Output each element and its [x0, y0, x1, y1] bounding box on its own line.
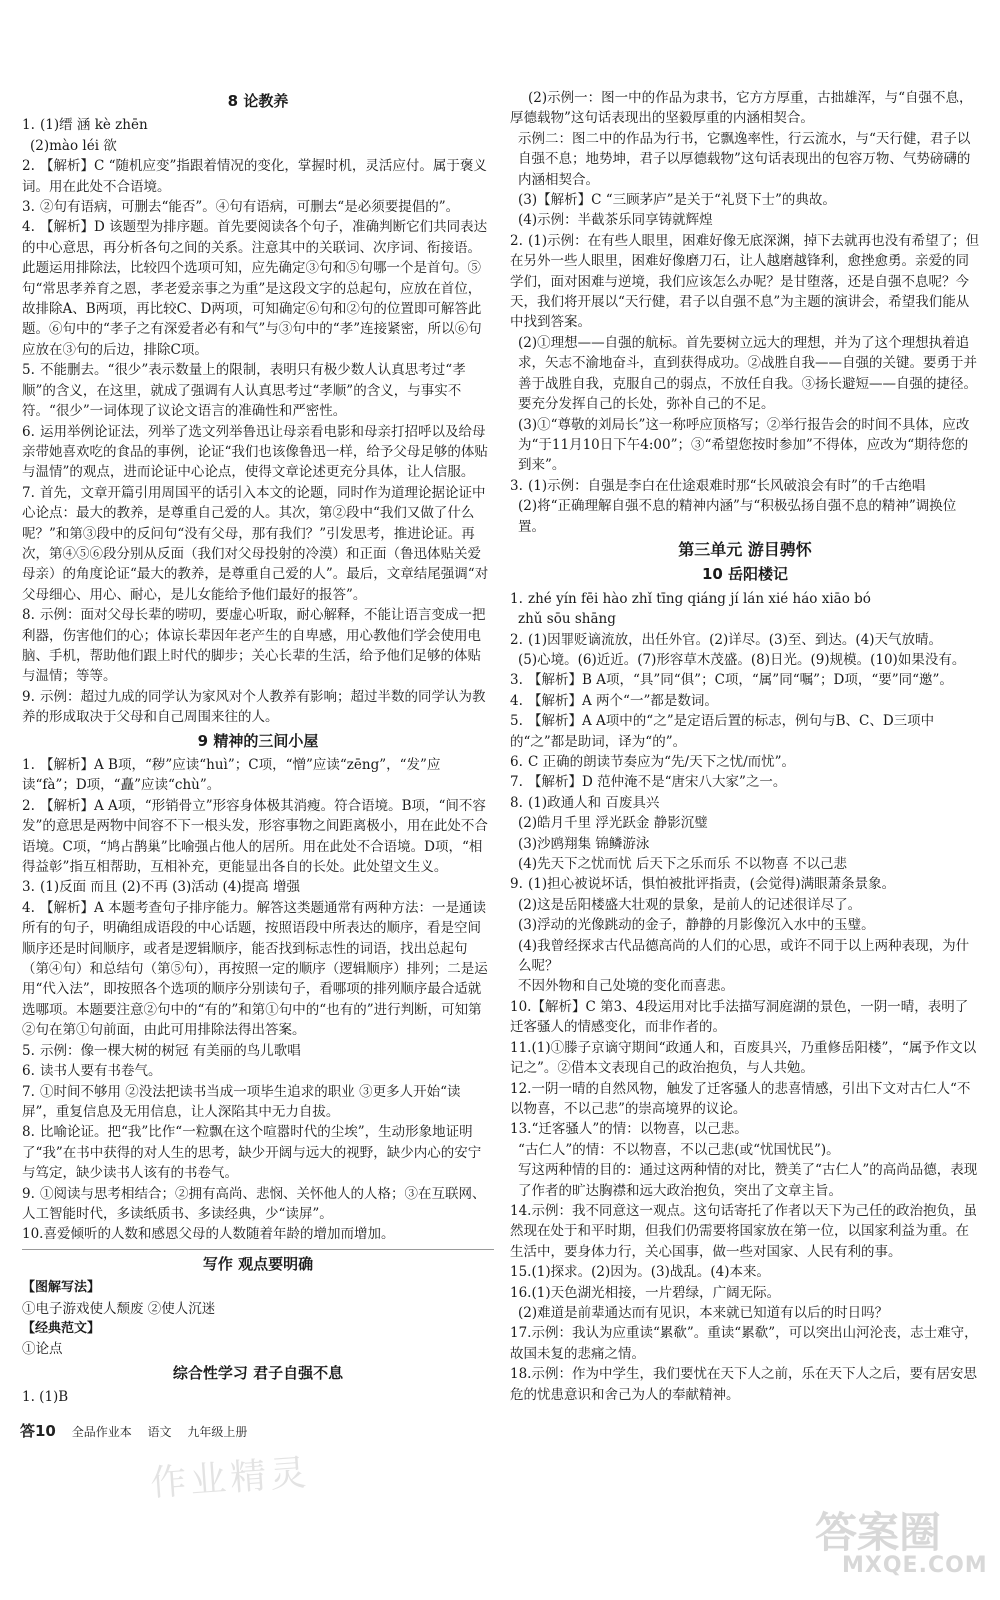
item-text: 示例：像一棵大树的树冠 有美丽的鸟儿歌唱 [40, 1042, 301, 1059]
writing-line: 【经典范文】 [22, 1320, 101, 1336]
item-text: 【解析】B A项，“具”同“俱”；C项，“属”同“嘱”；D项，“要”同“邀”。 [528, 672, 953, 689]
item-text: C 正确的朗读节奏应为“先/天下之忧/而忧”。 [528, 754, 796, 770]
item-number: 1. [22, 117, 35, 134]
book-name: 全品作业本 [71, 1425, 132, 1439]
item-text: (4)我曾经探求古代品德高尚的人们的心思，或许不同于以上两种表现，为什么呢？ [518, 937, 970, 975]
answer-item [22, 605, 494, 687]
item-number: 9. [510, 876, 523, 893]
page-number: 答10 [20, 1422, 56, 1440]
item-text: 【解析】A B项，“秽”应读“huì”；C项，“憎”应读“zēng”，“发”应读“fà”；D项，“矗”应读“chù”。 [22, 757, 441, 794]
item-number: 1. [510, 590, 523, 607]
item-text: ①阅读与思考相结合；②拥有高尚、悲悯、关怀他人的人格；③在互联网、人工智能时代，多读纸质书、多读经典，少“读屏”。 [22, 1185, 486, 1222]
item-number: 11. [510, 1039, 532, 1056]
answer-item [510, 88, 980, 231]
item-text: (1)担心被说坏话，惧怕被批评指责，(会觉得)满眼萧条景象。 [528, 876, 896, 893]
answer-item [22, 422, 494, 483]
item-text: 【解析】A 两个“一”都是数词。 [528, 692, 718, 709]
item-number: 2. [510, 232, 523, 249]
last-item: 1. (1)B [22, 1389, 69, 1406]
answer-item [510, 476, 980, 537]
answer-item [510, 1283, 980, 1324]
item-text: (3)①“尊敬的刘局长”这一称呼应顶格写；②举行报告会的时间不具体，应改为“于11月10日下午4:00”；③“希望您按时参加”不得体，应改为“期待您的到来”。 [518, 416, 970, 474]
item-text: (1)因罪贬谪流放，出任外官。(2)详尽。(3)至、到达。(4)天气放晴。 [528, 631, 942, 648]
item-text: 【解析】D 范仲淹不是“唐宋八大家”之一。 [528, 774, 787, 791]
answer-item [22, 877, 494, 897]
item-text: ②句有语病，可删去“能否”。④句有语病，可删去“是必须要提倡的”。 [40, 199, 460, 216]
item-number: 8. [22, 1124, 35, 1141]
answer-item [22, 687, 494, 728]
item-text: (5)心境。(6)近近。(7)形容草木茂盛。(8)日光。(9)规模。(10)如果没有。 [518, 651, 966, 668]
item-number: 3. [22, 879, 35, 896]
writing-line: ①论点 [22, 1341, 63, 1358]
answer-item [510, 231, 980, 476]
item-number: 14. [510, 1202, 532, 1219]
item-text: 示例：超过九成的同学认为家风对个人教养有影响；超过半数的同学认为教养的形成取决于父母和自己周围来往的人。 [22, 688, 486, 726]
item-text: (3)浮动的光像跳动的金子，静静的月影像沉入水中的玉璧。 [518, 917, 875, 934]
writing-section [22, 1278, 494, 1360]
divider [22, 1249, 494, 1250]
unit-title: 第三单元 游目骋怀 [678, 539, 812, 559]
item-number: 6. [22, 423, 35, 440]
left-column [22, 88, 494, 1408]
item-text: 示例：我不同意这一观点。这句话寄托了作者以天下为己任的政治抱负，虽然现在处于和平时期，但我们仍需要将国家放在第一位，以国家利益为重。在生活中，要身体力行，关心国事，做一些对国家、人民有利的事。 [510, 1202, 977, 1260]
item-text: 喜爱倾听的人数和感恩父母的人数随着年龄的增加而增加。 [43, 1226, 395, 1243]
item-number: 4. [22, 899, 35, 916]
answer-item [510, 997, 980, 1038]
item-text: 【解析】A A项，“形销骨立”形容身体极其消瘦。符合语境。B项，“间不容发”的意思是两物中间容不下一根头发，形容事物之间距离极小，用在此处不合语境。C项，“鸠占鹊巢”比喻强占他人的居所。用在此处不合语境。D项，“相得益彰”指互相帮助，互相补充，更能显出各自的长处。此处望文生义。 [22, 797, 488, 876]
item-number: 9. [22, 688, 35, 705]
item-number: 2. [510, 631, 523, 648]
item-text: (1)缙 涵 kè zhēn [40, 117, 148, 134]
item-number: 9. [22, 1185, 35, 1202]
writing-line: 【图解写法】 [22, 1280, 101, 1296]
item-number: 5. [22, 362, 35, 379]
item-number: 15. [510, 1264, 532, 1281]
item-text: 不能删去。“很少”表示数量上的限制，表明只有极少数人认真思考过“孝顺”的含义，在这里，就成了强调有人认真思考过“孝顺”的含义，与事实不符。“很少”一词体现了议论文语言的准确性和严密性。 [22, 362, 466, 420]
answer-item [510, 874, 980, 996]
answer-item [510, 1323, 980, 1364]
item-text: (2)示例一：图一中的作品为隶书，它方方厚重，古拙雄浑，与“自强不息，厚德载物”这句话表现出的坚毅厚重的内涵相契合。 [510, 90, 973, 127]
answer-item [510, 589, 980, 630]
answer-item [22, 360, 494, 421]
answer-item [510, 711, 980, 752]
item-number: 4. [510, 692, 523, 709]
item-number: 10. [22, 1226, 44, 1243]
item-number: 3. [510, 672, 523, 689]
answer-item [510, 1038, 980, 1079]
item-number: 2. [22, 797, 35, 814]
answer-item [510, 1119, 980, 1201]
answer-item [510, 630, 980, 671]
right-items-list-2 [510, 589, 980, 1405]
item-text: (2)皓月千里 浮光跃金 静影沉璧 [518, 815, 708, 832]
right-items-list [510, 88, 980, 537]
item-number: 1. [22, 757, 35, 773]
subject-name: 语文 [147, 1425, 172, 1439]
watermark-url: MXQE.COM [842, 1553, 988, 1578]
item-text: (3)沙鸥翔集 锦鳞游泳 [518, 835, 650, 852]
item-text: 示例：面对父母长辈的唠叨，要虚心听取，耐心解释，不能让语言变成一把利器，伤害他们的心；体谅长辈因年老产生的自卑感，用心教他们学会使用电脑、手机，帮助他们跟上时代的脚步；关心长辈的生活，给予他们足够的体贴与温情；等等。 [22, 607, 486, 685]
item-number: 18. [510, 1366, 532, 1383]
item-text: 【解析】A 本题考查句子排序能力。解答这类题通常有两种方法：一是通读所有的句子，明确组成语段的中心话题，按照语段中所表达的顺序，看是空间顺序还是时间顺序，或者是逻辑顺序，能否找到标志性的词语，找出总起句（第④句）和总结句（第⑤句），再按照一定的顺序（逻辑顺序）排列；二是运用“代入法”，即按照各个选项的顺序分别读句子，看哪项的排列顺序最合适就选哪项。本题要注意②句中的“有的”和第①句中的“也有的”进行判断，可知第②句在第①句前面，由此可用排除法得出答案。 [22, 899, 488, 1039]
right-column [510, 88, 980, 1405]
answer-item [22, 898, 494, 1041]
item-number: 6. [510, 754, 523, 770]
grade-name: 九年级上册 [187, 1425, 248, 1439]
comprehensive-title: 综合性学习 君子自强不息 [172, 1363, 344, 1382]
item-number: 10. [510, 998, 532, 1015]
writing-line: ①电子游戏使人颓废 ②使人沉迷 [22, 1300, 216, 1317]
item-text: (2)这是岳阳楼盛大壮观的景象，是前人的记述很详尽了。 [518, 896, 862, 913]
item-number: 12. [510, 1080, 532, 1097]
item-text: 读书人要有书卷气。 [40, 1063, 162, 1080]
answer-item [22, 1041, 494, 1061]
item-number: 8. [510, 794, 523, 811]
page-footer [20, 1420, 247, 1441]
item-number: 8. [22, 607, 35, 624]
item-number: 3. [510, 477, 523, 494]
answer-item [510, 752, 980, 772]
item-text: 首先，文章开篇引用周国平的话引入本文的论题，同时作为道理论据论证中心论点：最大的教养，是尊重自己爱的人。其次，第②段中“我们又做了什么呢？”和第③段中的反问句“没有父母，那有我们？”引发思考，推进论证。再次，第④⑤⑥段分别从反面（我们对父母投射的冷漠）和正面（鲁迅体贴关爱母亲）的角度论证“最大的教养，是尊重自己爱的人”。最后，文章结尾强调“对父母细心、用心、耐心，是儿女能给予他们最好的报答”。 [22, 484, 489, 603]
answer-item [22, 1184, 494, 1225]
answer-item [22, 217, 494, 360]
item-text: (1)天色湖光相接，一片碧绿，广阔无际。 [531, 1284, 781, 1301]
answer-item [510, 691, 980, 711]
answer-item [510, 670, 980, 690]
item-text: 一阴一晴的自然风物，触发了迁客骚人的悲喜情感，引出下文对古仁人“不以物喜，不以己悲”的崇高境界的议论。 [510, 1080, 971, 1117]
item-number: 6. [22, 1063, 35, 1080]
item-text: 【解析】D 该题型为排序题。首先要阅读各个句子，准确判断它们共同表达的中心意思，再分析各句之间的关系。注意其中的关联词、次序词、衔接语。此题运用排除法，比较四个选项可知，应先确定③句和⑤句哪一个是首句。⑤句“常思孝养育之恩，孝老爱亲事之为重”是这段文字的总起句，应放在首位，故排除A、B两项，再比较C、D两项，可知确定⑥句和②句的位置即可解答此题。⑥句中的“孝子之有深爱者必有和气”与③句中的“孝”连接紧密，所以⑥句应放在③句的后边，排除C项。 [22, 219, 488, 358]
item-text: zhǔ sōu shāng [518, 611, 616, 628]
item-text: 比喻论证。把“我”比作“一粒飘在这个喧嚣时代的尘埃”，生动形象地证明了“我”在书中获得的对人生的思考，缺少开阔与远大的视野，缺少内心的安宁与笃定，缺少读书人该有的书卷气。 [22, 1124, 482, 1182]
item-text: (1)示例：在有些人眼里，困难好像无底深渊，掉下去就再也没有希望了；但在另外一些人眼里，困难好像磨刀石，让人越磨越锋利，愈挫愈勇。亲爱的同学们，面对困难与逆境，我们应该怎么办呢？是甘堕落，还是自强不息呢？今天，我们将开展以“天行健，君子以自强不息”为主题的演讲会，希望我们能从中找到答案。 [510, 232, 980, 331]
answer-item [510, 793, 980, 875]
item-number: 2. [22, 158, 35, 175]
item-text: 【解析】A A项中的“之”是定语后置的标志，例句与B、C、D三项中的“之”都是助词，译为“的”。 [510, 713, 935, 750]
answer-item [22, 1082, 494, 1123]
item-number: 17. [510, 1325, 532, 1342]
item-number: 3. [22, 199, 35, 216]
item-text: 写这两种情的目的：通过这两种情的对比，赞美了“古仁人”的高尚品德，表现了作者的旷达胸襟和远大政治抱负，突出了文章主旨。 [518, 1162, 978, 1199]
writing-title: 写作 观点要明确 [202, 1254, 314, 1273]
item-text: (2)mào léi 欲 [30, 137, 117, 154]
item-text: “迁客骚人”的情：以物喜，以己悲。 [531, 1121, 748, 1138]
answer-item [22, 483, 494, 605]
answer-item [510, 1201, 980, 1262]
watermark-zuoye: 作业精灵 [148, 1452, 312, 1505]
item-number: 16. [510, 1284, 532, 1301]
answer-item [22, 156, 494, 197]
item-text: (2)难道是前辈通达而有见识，本来就已知道有以后的时日吗？ [518, 1304, 889, 1321]
item-text: 示例：我认为应重读“累欷”。重读“累欷”，可以突出山河沦丧，志士难守，故国未复的悲痛之情。 [510, 1325, 978, 1362]
item-text: zhé yín fēi hào zhǐ tīng qiáng jí lán xié háo xiāo bó [528, 590, 871, 607]
item-text: 【解析】C 第3、4段运用对比手法描写洞庭湖的景色，一阴一晴，表明了迁客骚人的情感变化，而非作者的。 [510, 998, 969, 1036]
item-text: (4)先天下之忧而忧 后天下之乐而乐 不以物喜 不以己悲 [518, 856, 847, 873]
item-text: 不因外物和自己处境的变化而喜悲。 [518, 978, 734, 995]
item-number: 7. [22, 484, 35, 501]
answer-item [510, 1364, 980, 1405]
item-text: (1)示例：自强是李白在仕途艰难时那“长风破浪会有时”的千古绝唱 [528, 477, 926, 494]
item-text: “古仁人”的情：不以物喜，不以己悲(或“忧国忧民”)。 [518, 1141, 840, 1158]
lesson-title-10: 10 岳阳楼记 [701, 565, 789, 584]
item-text: 运用举例论证法，列举了选文列举鲁迅让母亲看电影和母亲打招呼以及给母亲带她喜欢吃的食品的事例，论证“我们也该像鲁迅一样，给予父母足够的体贴与温情”的观点，进而论证中心论点，使得文章论述更充分具体，让人信服。 [22, 423, 488, 481]
watermark-daan: 答案圈 [815, 1508, 942, 1557]
answer-item [22, 796, 494, 878]
answer-item [22, 197, 494, 217]
item-text: (4)示例：半截茶乐同享铸就辉煌 [518, 212, 713, 229]
item-text: (1)探求。(2)因为。(3)战乱。(4)本来。 [531, 1264, 770, 1281]
answer-item [510, 772, 980, 792]
answer-item [22, 1224, 494, 1244]
answer-item [22, 1061, 494, 1081]
answer-item [22, 1122, 494, 1183]
item-text: (2)①理想——自强的航标。首先要树立远大的理想，并为了这个理想执着追求，矢志不渝地奋斗，直到获得成功。②战胜自我——自强的关键。要勇于并善于战胜自我，克服自己的弱点，不放任自我。③扬长避短——自强的捷径。要充分发挥自己的长处，弥补自己的不足。 [518, 334, 977, 413]
item-text: 示例：作为中学生，我们要忧在天下人之前，乐在天下人之后，要有居安思危的忧患意识和舍己为人的奉献精神。 [510, 1366, 977, 1403]
answer-item [22, 115, 494, 156]
item-number: 13. [510, 1121, 532, 1138]
item-number: 7. [510, 774, 523, 791]
answer-item [510, 1079, 980, 1120]
left-items-list [22, 115, 494, 727]
item-number: 5. [22, 1042, 35, 1059]
answer-item [510, 1262, 980, 1282]
item-text: (2)将“正确理解自强不息的精神内涵”与“积极弘扬自强不息的精神”调换位置。 [518, 498, 957, 535]
item-text: 【解析】C “随机应变”指跟着情况的变化，掌握时机，灵活应付。属于褒义词。用在此处不合语境。 [22, 158, 487, 195]
answer-item [22, 755, 494, 796]
item-text: (1)反面 而且 (2)不再 (3)活动 (4)提高 增强 [40, 879, 300, 896]
item-text: ①时间不够用 ②没法把读书当成一项毕生追求的职业 ③更多人开始“读屏”，重复信息及无用信息，让人深陷其中无力自拔。 [22, 1083, 461, 1120]
item-number: 5. [510, 713, 523, 730]
left-items-list-2 [22, 755, 494, 1245]
item-number: 4. [22, 219, 35, 236]
lesson-title-9: 9 精神的三间小屋 [197, 731, 319, 750]
item-text: (1)①滕子京谪守期间“政通人和，百废具兴，乃重修岳阳楼”，“属予作文以记之”。②借本文表现自己的政治抱负，与人共勉。 [510, 1039, 977, 1077]
lesson-title-8: 8 论教养 [227, 92, 289, 110]
item-text: (3)【解析】C “三顾茅庐”是关于“礼贤下士”的典故。 [518, 192, 836, 209]
item-text: 示例二：图二中的作品为行书，它飘逸率性，行云流水，与“天行健，君子以自强不息；地势坤，君子以厚德载物”这句话表现出的包容万物、气势磅礴的内涵相契合。 [518, 130, 971, 188]
item-number: 7. [22, 1083, 35, 1100]
item-text: (1)政通人和 百废具兴 [528, 794, 660, 811]
